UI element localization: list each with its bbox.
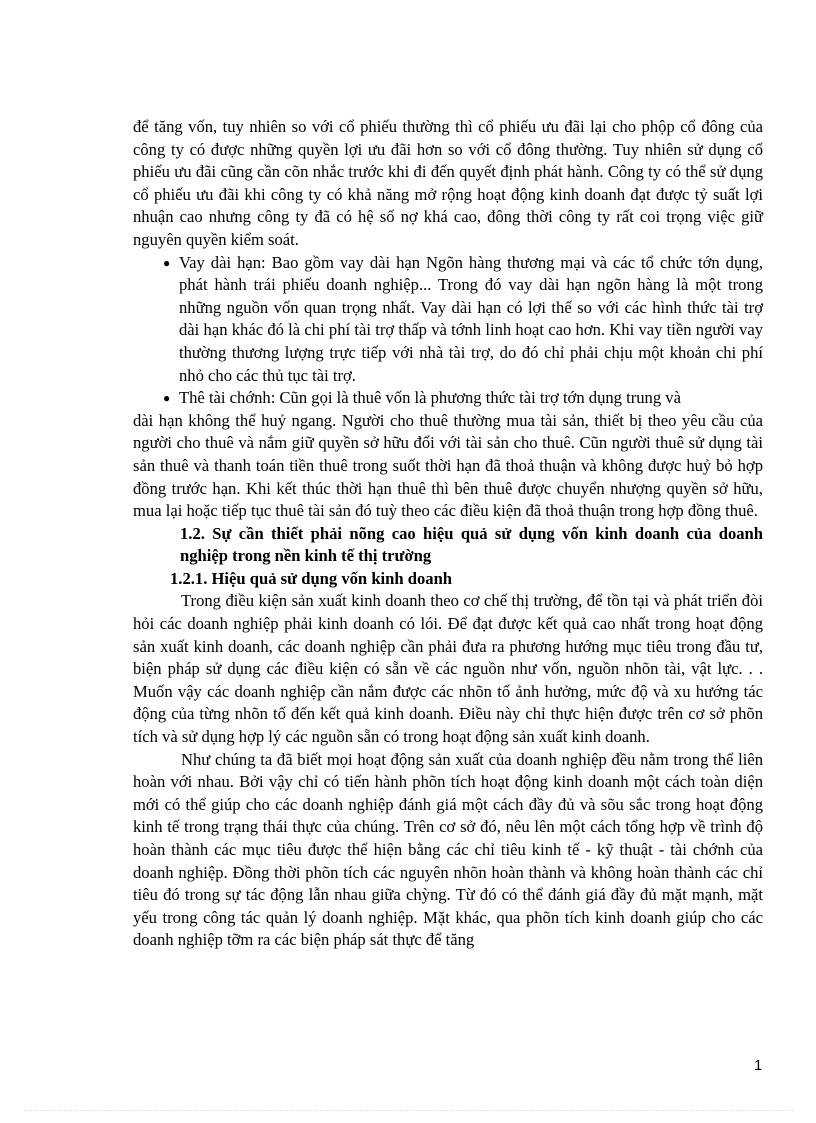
section-heading-1-2: 1.2. Sự cần thiết phải nõng cao hiệu quả sử dụng vốn kinh doanh của doanh nghiệp trong nền kinh tế thị trường xyxy=(180,523,763,566)
bullet-item-financial-lease xyxy=(133,387,763,410)
page-bottom-divider xyxy=(24,1110,794,1111)
paragraph-financial-lease-continued: dài hạn không thể huỷ ngang. Người cho thuê thường mua tài sản, thiết bị theo yêu cầu của người cho thuê và nắm giữ quyền sở hữu đối với tài sản cho thuê. Cũn người thuê sử dụng tài sản thuê và thanh toán tiền thuê trong suốt thời hạn đã thoả thuận và không được huỷ bỏ hợp đồng trước hạn. Khi kết thúc thời hạn thuê thì bên thuê được chuyển nhượng quyền sở hữu, mua lại hoặc tiếp tục thuê tài sản đó tuỳ theo các điều kiện đã thoả thuận trong hợp đồng thuê. xyxy=(133,410,763,521)
bullet-text: Vay dài hạn: Bao gồm vay dài hạn Ngõn hàng thương mại và các tổ chức tớn dụng, phát hành trái phiếu doanh nghiệp... Trong đó vay dài hạn ngõn hàng là một trong những nguồn vốn quan trọng nhất. Vay dài hạn có lợi thế so với các hình thức tài trợ dài hạn khác đó là chi phí tài trợ thấp và tớnh linh hoạt cao hơn. Khi vay tiền người vay thường thương lượng trực tiếp với nhà tài trợ, do đó chỉ phải chịu một khoản chi phí nhỏ cho các thủ tục tài trợ. xyxy=(179,252,763,385)
page-number: 1 xyxy=(754,1057,763,1074)
bullet-dot-icon: ● xyxy=(163,391,171,406)
section-heading-1-2-1: 1.2.1. Hiệu quả sử dụng vốn kinh doanh xyxy=(170,568,453,588)
bullet-item-long-term-loan xyxy=(133,252,763,388)
paragraph-efficiency: Trong điều kiện sản xuất kinh doanh theo cơ chế thị trường, để tồn tại và phát triển đòi hỏi các doanh nghiệp phải kinh doanh có lói. Để đạt được kết quả cao nhất trong hoạt động sản xuất kinh doanh, các doanh nghiệp cần phải đưa ra phương hướng mục tiêu trong đầu tư, biện pháp sử dụng các điều kiện có sẵn về các nguồn như vốn, nguồn nhõn tài, vật lực. . . Muốn vậy các doanh nghiệp cần nắm được các nhõn tố ảnh hưởng, mức độ và xu hướng tác động của từng nhõn tố đến kết quả kinh doanh. Điều này chỉ thực hiện được trên cơ sở phõn tích và sử dụng hợp lý các nguồn sẵn có trong hoạt động sản xuất kinh doanh. xyxy=(133,591,763,747)
bullet-text: Thê tài chớnh: Cũn gọi là thuê vốn là phương thức tài trợ tớn dụng trung và xyxy=(179,388,681,408)
paragraph-analysis: Như chúng ta đã biết mọi hoạt động sản xuất của doanh nghiệp đều nằm trong thể liên hoàn với nhau. Bởi vậy chỉ có tiến hành phõn tích hoạt động kinh doanh một cách toàn diện mới có thể giúp cho các doanh nghiệp đánh giá một cách đầy đủ và sõu sắc trong hoạt động kinh tế trong trạng thái thực của chúng. Trên cơ sở đó, nêu lên một cách tổng hợp về trình độ hoàn thành các mục tiêu được thể hiện bằng các chỉ tiêu kinh tế - kỹ thuật - tài chớnh của doanh nghiệp. Đồng thời phõn tích các nguyên nhõn hoàn thành và không hoàn thành các chỉ tiêu đó trong sự tác động lẫn nhau giữa chỳng. Từ đó có thể đánh giá đầy đủ mặt mạnh, mặt yếu trong công tác quản lý doanh nghiệp. Mặt khác, qua phõn tích kinh doanh giúp cho các doanh nghiệp tỡm ra các biện pháp sát thực để tăng xyxy=(133,749,763,950)
paragraph-preferred-stock: để tăng vốn, tuy nhiên so với cổ phiếu thường thì cổ phiếu ưu đãi lại cho phộp cổ đông của công ty có được những quyền lợi ưu đãi hơn so với cổ đông thường. Tuy nhiên sử dụng cổ phiếu ưu đãi cũng cần cõn nhắc trước khi đi đến quyết định phát hành. Công ty có thể sử dụng cổ phiếu ưu đãi khi công ty có khả năng mở rộng hoạt động kinh doanh đạt được tỷ suất lợi nhuận cao nhưng công ty đã có hệ số nợ khá cao, đông thời công ty rất coi trọng việc giữ nguyên quyền kiểm soát. xyxy=(133,117,763,249)
document-body xyxy=(133,116,763,952)
bullet-dot-icon: ● xyxy=(163,255,171,270)
